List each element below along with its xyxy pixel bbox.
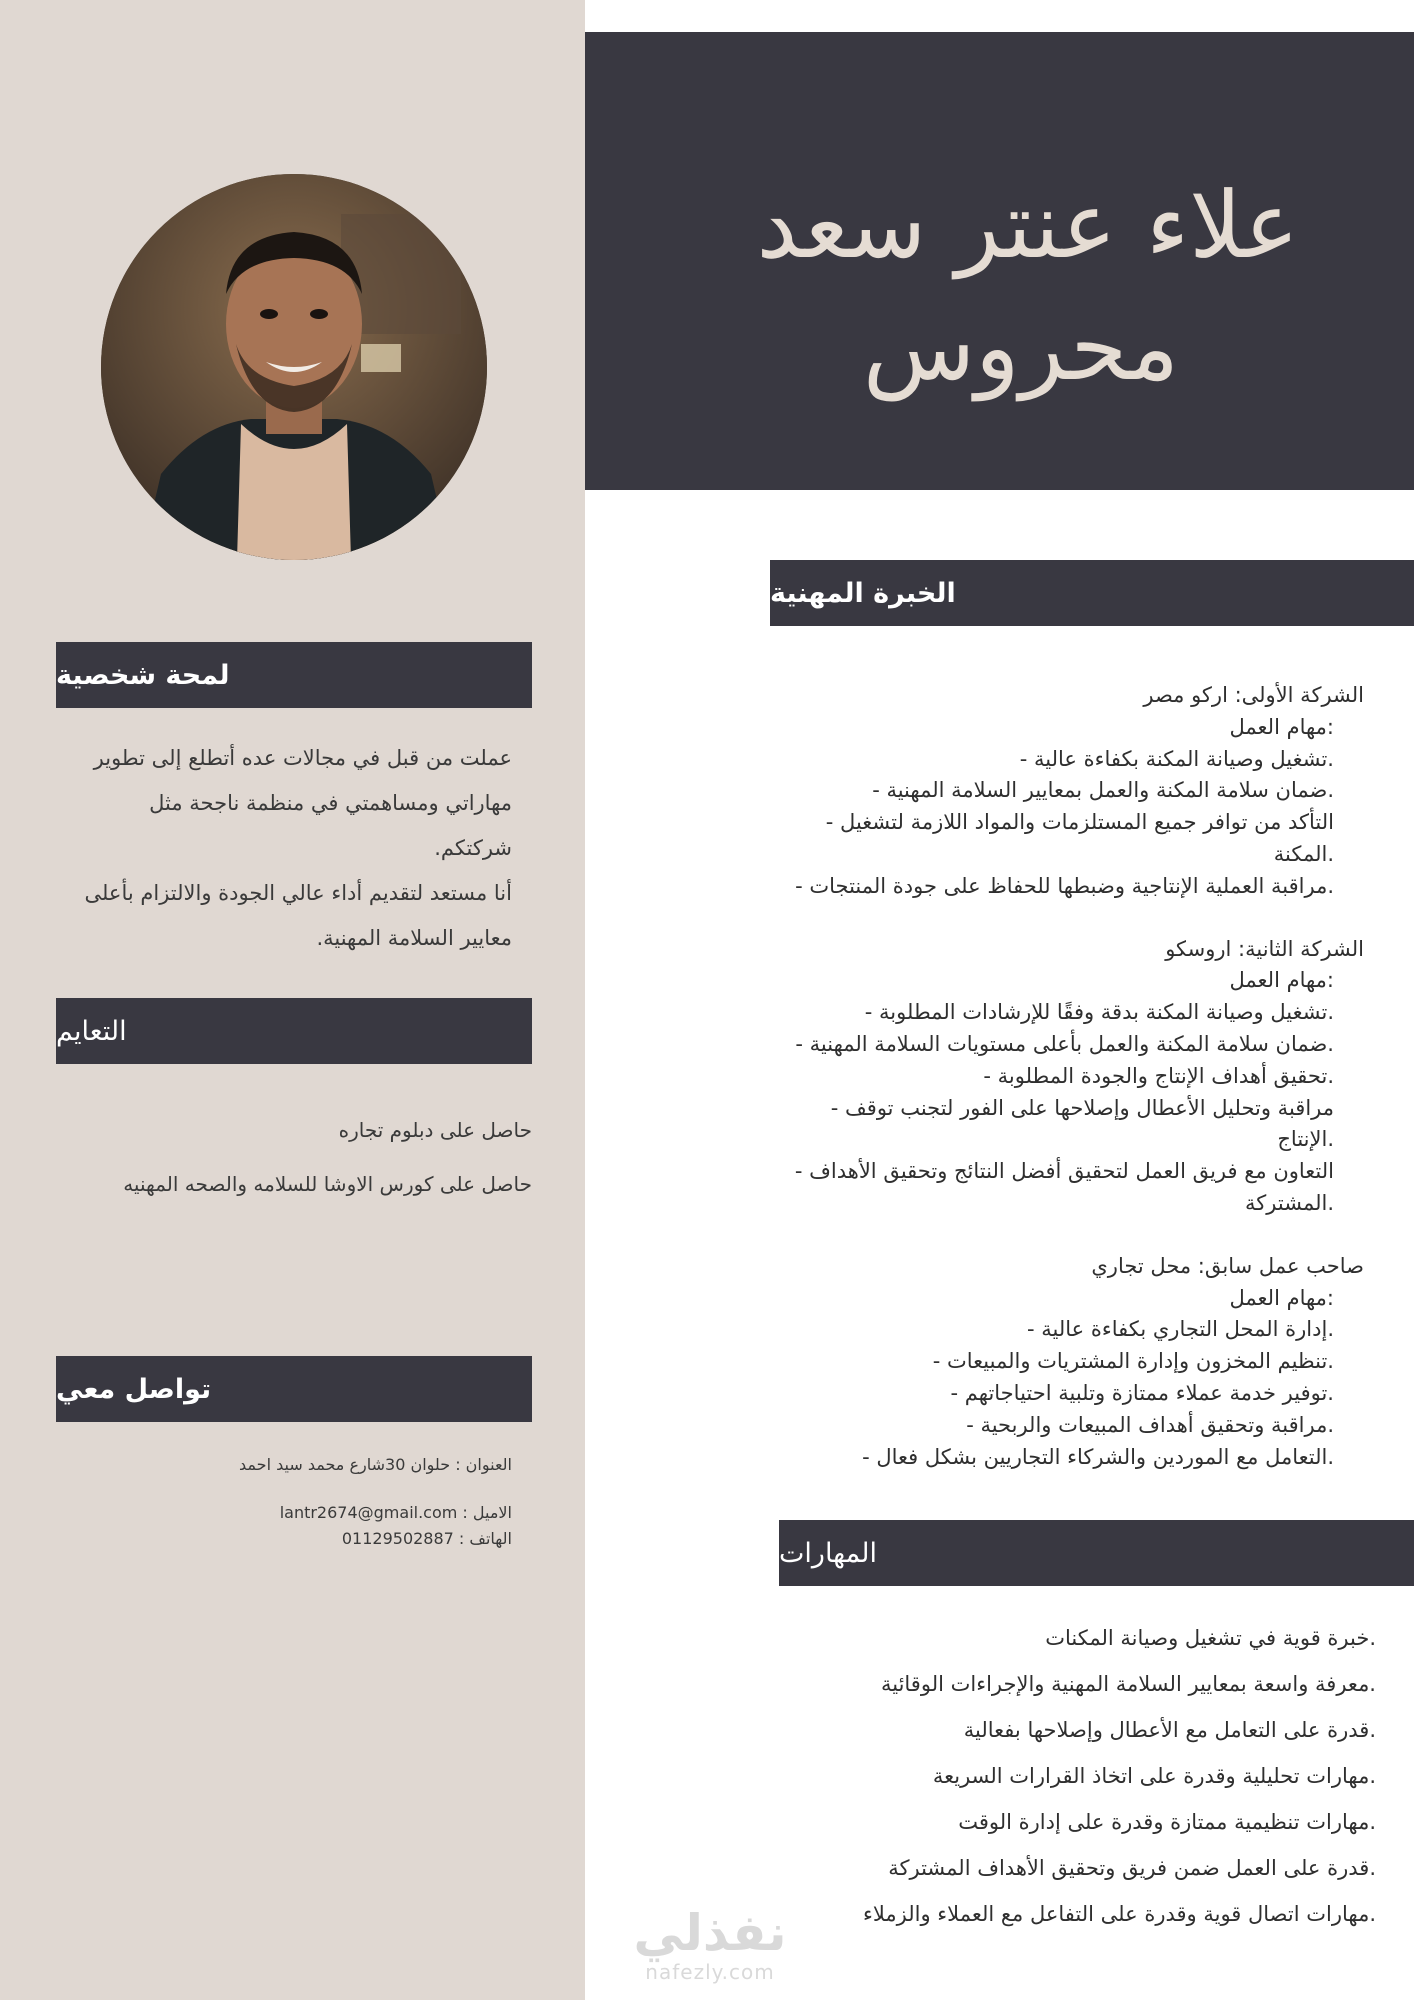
skills-heading: المهارات [779, 1520, 1414, 1586]
contact-email[interactable]: الاميل : lantr2674@gmail.com [279, 1503, 512, 1522]
job-company: الشركة الأولى: اركو مصر [1143, 683, 1364, 707]
name-banner [585, 32, 1414, 490]
education-list [70, 1112, 532, 1220]
skill-item: .مهارات اتصال قوية وقدرة على التفاعل مع العملاء والزملاء [863, 1902, 1376, 1926]
contact-info [70, 1452, 512, 1552]
profile-heading: لمحة شخصية [56, 642, 532, 708]
skill-item: .قدرة على التعامل مع الأعطال وإصلاحها بفعالية [963, 1718, 1376, 1742]
job-entry [770, 680, 1370, 903]
job-task: :مهام العمل [1229, 714, 1334, 739]
profile-photo [101, 174, 487, 560]
experience-heading: الخبرة المهنية [770, 560, 1414, 626]
contact-phone[interactable]: الهاتف : 01129502887 [341, 1529, 512, 1548]
experience-list [770, 680, 1370, 1504]
education-item: حاصل على دبلوم تجاره [338, 1118, 532, 1142]
job-task: .توفير خدمة عملاء ممتازة وتلبية احتياجاتهم - [950, 1380, 1334, 1405]
job-task: .تشغيل وصيانة المكنة بدقة وفقًا للإرشادات المطلوبة - [864, 1000, 1334, 1025]
job-entry [770, 1251, 1370, 1474]
job-task: .التعامل مع الموردين والشركاء التجاريين بشكل فعال - [862, 1444, 1334, 1469]
profile-line: معايير السلامة المهنية. [316, 926, 512, 950]
job-task: .تنظيم المخزون وإدارة المشتريات والمبيعات - [932, 1349, 1334, 1374]
contact-address: العنوان : حلوان 30شارع محمد سيد احمد [239, 1455, 512, 1474]
skill-item: .قدرة على العمل ضمن فريق وتحقيق الأهداف المشتركة [888, 1856, 1376, 1880]
job-task: التعاون مع فريق العمل لتحقيق أفضل النتائج وتحقيق الأهداف - [794, 1159, 1334, 1184]
skill-item: .مهارات تحليلية وقدرة على اتخاذ القرارات السريعة [932, 1764, 1376, 1788]
job-task: :مهام العمل [1229, 968, 1334, 993]
job-task: .المكنة [1273, 841, 1334, 866]
job-task: مراقبة وتحليل الأعطال وإصلاحها على الفور لتجنب توقف - [830, 1095, 1334, 1120]
watermark-arabic: نفذلي [633, 1904, 787, 1962]
watermark [620, 1905, 800, 1983]
watermark-latin: nafezly.com [645, 1960, 775, 1984]
skills-list [780, 1620, 1400, 1942]
job-task: .إدارة المحل التجاري بكفاءة عالية - [1027, 1317, 1334, 1342]
full-name-line-1: علاء عنتر سعد [756, 172, 1299, 279]
profile-line: مهاراتي ومساهمتي في منظمة ناجحة مثل [149, 791, 512, 815]
job-task: .المشتركة [1245, 1190, 1334, 1215]
job-entry [770, 934, 1370, 1220]
skill-item: .معرفة واسعة بمعايير السلامة المهنية والإجراءات الوقائية [880, 1672, 1376, 1696]
job-company: صاحب عمل سابق: محل تجاري [1091, 1253, 1364, 1278]
portrait-illustration [101, 174, 487, 560]
education-heading: التعايم [56, 998, 532, 1064]
job-task: .تحقيق أهداف الإنتاج والجودة المطلوبة - [983, 1063, 1334, 1088]
job-company: الشركة الثانية: اروسكو [1165, 936, 1364, 961]
job-task: :مهام العمل [1229, 1285, 1334, 1310]
job-task: .ضمان سلامة المكنة والعمل بأعلى مستويات السلامة المهنية - [795, 1031, 1334, 1056]
profile-line: أنا مستعد لتقديم أداء عالي الجودة والالتزام بأعلى [84, 881, 512, 905]
profile-summary [70, 736, 512, 961]
skill-item: .خبرة قوية في تشغيل وصيانة المكنات [1045, 1626, 1376, 1650]
job-task: التأكد من توافر جميع المستلزمات والمواد اللازمة لتشغيل - [825, 810, 1334, 835]
skill-item: .مهارات تنظيمية ممتازة وقدرة على إدارة الوقت [958, 1810, 1376, 1834]
job-task: .مراقبة العملية الإنتاجية وضبطها للحفاظ على جودة المنتجات - [795, 873, 1334, 898]
profile-line: عملت من قبل في مجالات عده أتطلع إلى تطوير [93, 746, 512, 770]
job-task: .الإنتاج [1277, 1127, 1334, 1152]
job-task: .ضمان سلامة المكنة والعمل بمعايير السلامة المهنية - [872, 778, 1334, 803]
job-task: .تشغيل وصيانة المكنة بكفاءة عالية - [1019, 746, 1334, 771]
education-item: حاصل على كورس الاوشا للسلامه والصحه المهنيه [123, 1172, 532, 1196]
job-task: .مراقبة وتحقيق أهداف المبيعات والربحية - [966, 1412, 1334, 1437]
profile-line: شركتكم. [434, 836, 512, 860]
full-name-line-2: محروس [862, 294, 1179, 401]
contact-heading: تواصل معي [56, 1356, 532, 1422]
